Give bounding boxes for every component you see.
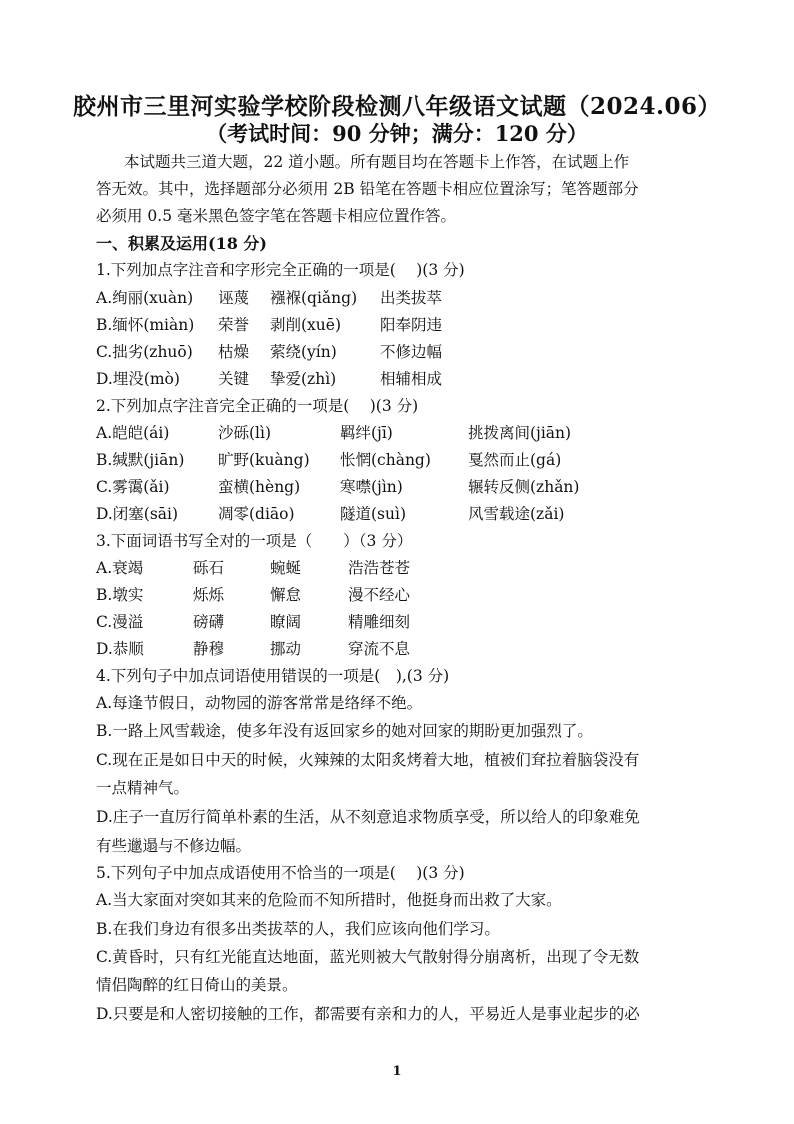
option-cell: D.闭塞(sāi) [96,505,179,523]
option-cell: C.漫溢 [96,613,144,631]
option-cell: C.拙劣(zhuō) [96,343,193,361]
option-cell: 戛然而止(gá) [468,451,562,469]
question-4-option-b: B.一路上风雪载途，使多年没有返回家乡的她对回家的期盼更加强烈了。 [96,722,593,740]
question-4-option-c-line-2: 一点精神气。 [96,779,190,797]
intro-line-1: 本试题共三道大题，22 道小题。所有题目均在答题卡上作答，在试题上作 [124,153,630,171]
option-cell: 旷野(kuàng) [218,451,310,469]
option-cell: 荣誉 [218,316,250,334]
question-5-option-d-line-1: D.只要是和人密切接触的工作，都需要有亲和力的人，平易近人是事业起步的必 [96,1005,640,1023]
option-cell: C.雾霭(ǎi) [96,478,170,496]
option-cell: D.恭顺 [96,640,144,658]
option-cell: 砾石 [193,559,225,577]
section-heading: 一、积累及运用(18 分) [96,234,267,253]
option-cell: 浩浩苍苍 [348,559,411,577]
option-cell: A.衰竭 [96,559,144,577]
option-cell: 剥削(xuē) [270,316,341,334]
question-5-option-c-line-2: 情侣陶醉的红日倚山的美景。 [96,976,298,994]
option-cell: 沙砾(lì) [218,424,272,442]
question-4-option-d-line-2: 有些邋遢与不修边幅。 [96,837,252,855]
option-cell: 挚爱(zhì) [270,370,337,388]
option-cell: 磅礴 [193,613,225,631]
option-cell: 诬蔑 [218,289,250,307]
option-cell: 阳奉阴违 [380,316,443,334]
question-5-option-b: B.在我们身边有很多出类拔萃的人，我们应该向他们学习。 [96,920,500,938]
option-cell: 漫不经心 [348,586,411,604]
question-4-stem: 4.下列句子中加点词语使用错误的一项是( ),(3 分) [96,667,450,685]
option-cell: 出类拔萃 [380,289,443,307]
option-cell: 羁绊(jī) [340,424,393,442]
option-cell: 懈怠 [270,586,302,604]
question-4-option-a: A.每逢节假日，动物园的游客常常是络绎不绝。 [96,694,423,712]
option-cell: 瞭阔 [270,613,302,631]
question-3-stem: 3.下面词语书写全对的一项是（ ）（3 分） [96,532,413,550]
question-4-option-d-line-1: D.庄子一直厉行简单朴素的生活，从不刻意追求物质享受，所以给人的印象难免 [96,808,640,826]
page-number: 1 [392,1064,402,1079]
option-cell: 静穆 [193,640,225,658]
option-cell: 烁烁 [193,586,225,604]
option-cell: 怅惘(chàng) [340,451,431,469]
option-cell: B.墩实 [96,586,144,604]
question-5-option-a: A.当大家面对突如其来的危险而不知所措时，他挺身而出救了大家。 [96,891,562,909]
option-cell: 挑拨离间(jiān) [468,424,572,442]
option-cell: 相辅相成 [380,370,443,388]
intro-line-2: 答无效。其中，选择题部分必须用 2B 铅笔在答题卡相应位置涂写；笔答题部分 [96,180,639,198]
option-cell: 辗转反侧(zhǎn) [468,478,580,496]
option-cell: 襁褓(qiǎng) [270,289,358,307]
option-cell: A.绚丽(xuàn) [96,289,194,307]
question-5-option-c-line-1: C.黄昏时，只有红光能直达地面，蓝光则被大气散射得分崩离析，出现了令无数 [96,948,640,966]
intro-line-3: 必须用 0.5 毫米黑色签字笔在答题卡相应位置作答。 [96,207,457,225]
question-2-stem: 2.下列加点字注音完全正确的一项是( )(3 分) [96,397,419,415]
exam-title: 胶州市三里河实验学校阶段检测八年级语文试题（2024.06） [72,93,722,120]
option-cell: A.皑皑(ái) [96,424,170,442]
option-cell: D.埋没(mò) [96,370,180,388]
option-cell: 凋零(diāo) [218,505,295,523]
option-cell: 寒噤(jìn) [340,478,403,496]
question-1-stem: 1.下列加点字注音和字形完全正确的一项是( )(3 分) [96,261,465,279]
option-cell: 挪动 [270,640,302,658]
option-cell: 蛮横(hèng) [218,478,301,496]
question-4-option-c-line-1: C.现在正是如日中天的时候，火辣辣的太阳炙烤着大地，植被们耷拉着脑袋没有 [96,751,640,769]
option-cell: 萦绕(yín) [270,343,337,361]
option-cell: 关键 [218,370,250,388]
option-cell: 风雪载途(zǎi) [468,505,565,523]
option-cell: 精雕细刻 [348,613,411,631]
option-cell: 隧道(suì) [340,505,406,523]
question-5-stem: 5.下列句子中加点成语使用不恰当的一项是( )(3 分) [96,864,465,882]
option-cell: B.缅怀(miàn) [96,316,195,334]
option-cell: 不修边幅 [380,343,443,361]
exam-subtitle: （考试时间：90 分钟；满分：120 分） [206,121,588,146]
option-cell: 穿流不息 [348,640,411,658]
option-cell: 蜿蜒 [270,559,302,577]
option-cell: B.缄默(jiān) [96,451,185,469]
option-cell: 枯燥 [218,343,250,361]
